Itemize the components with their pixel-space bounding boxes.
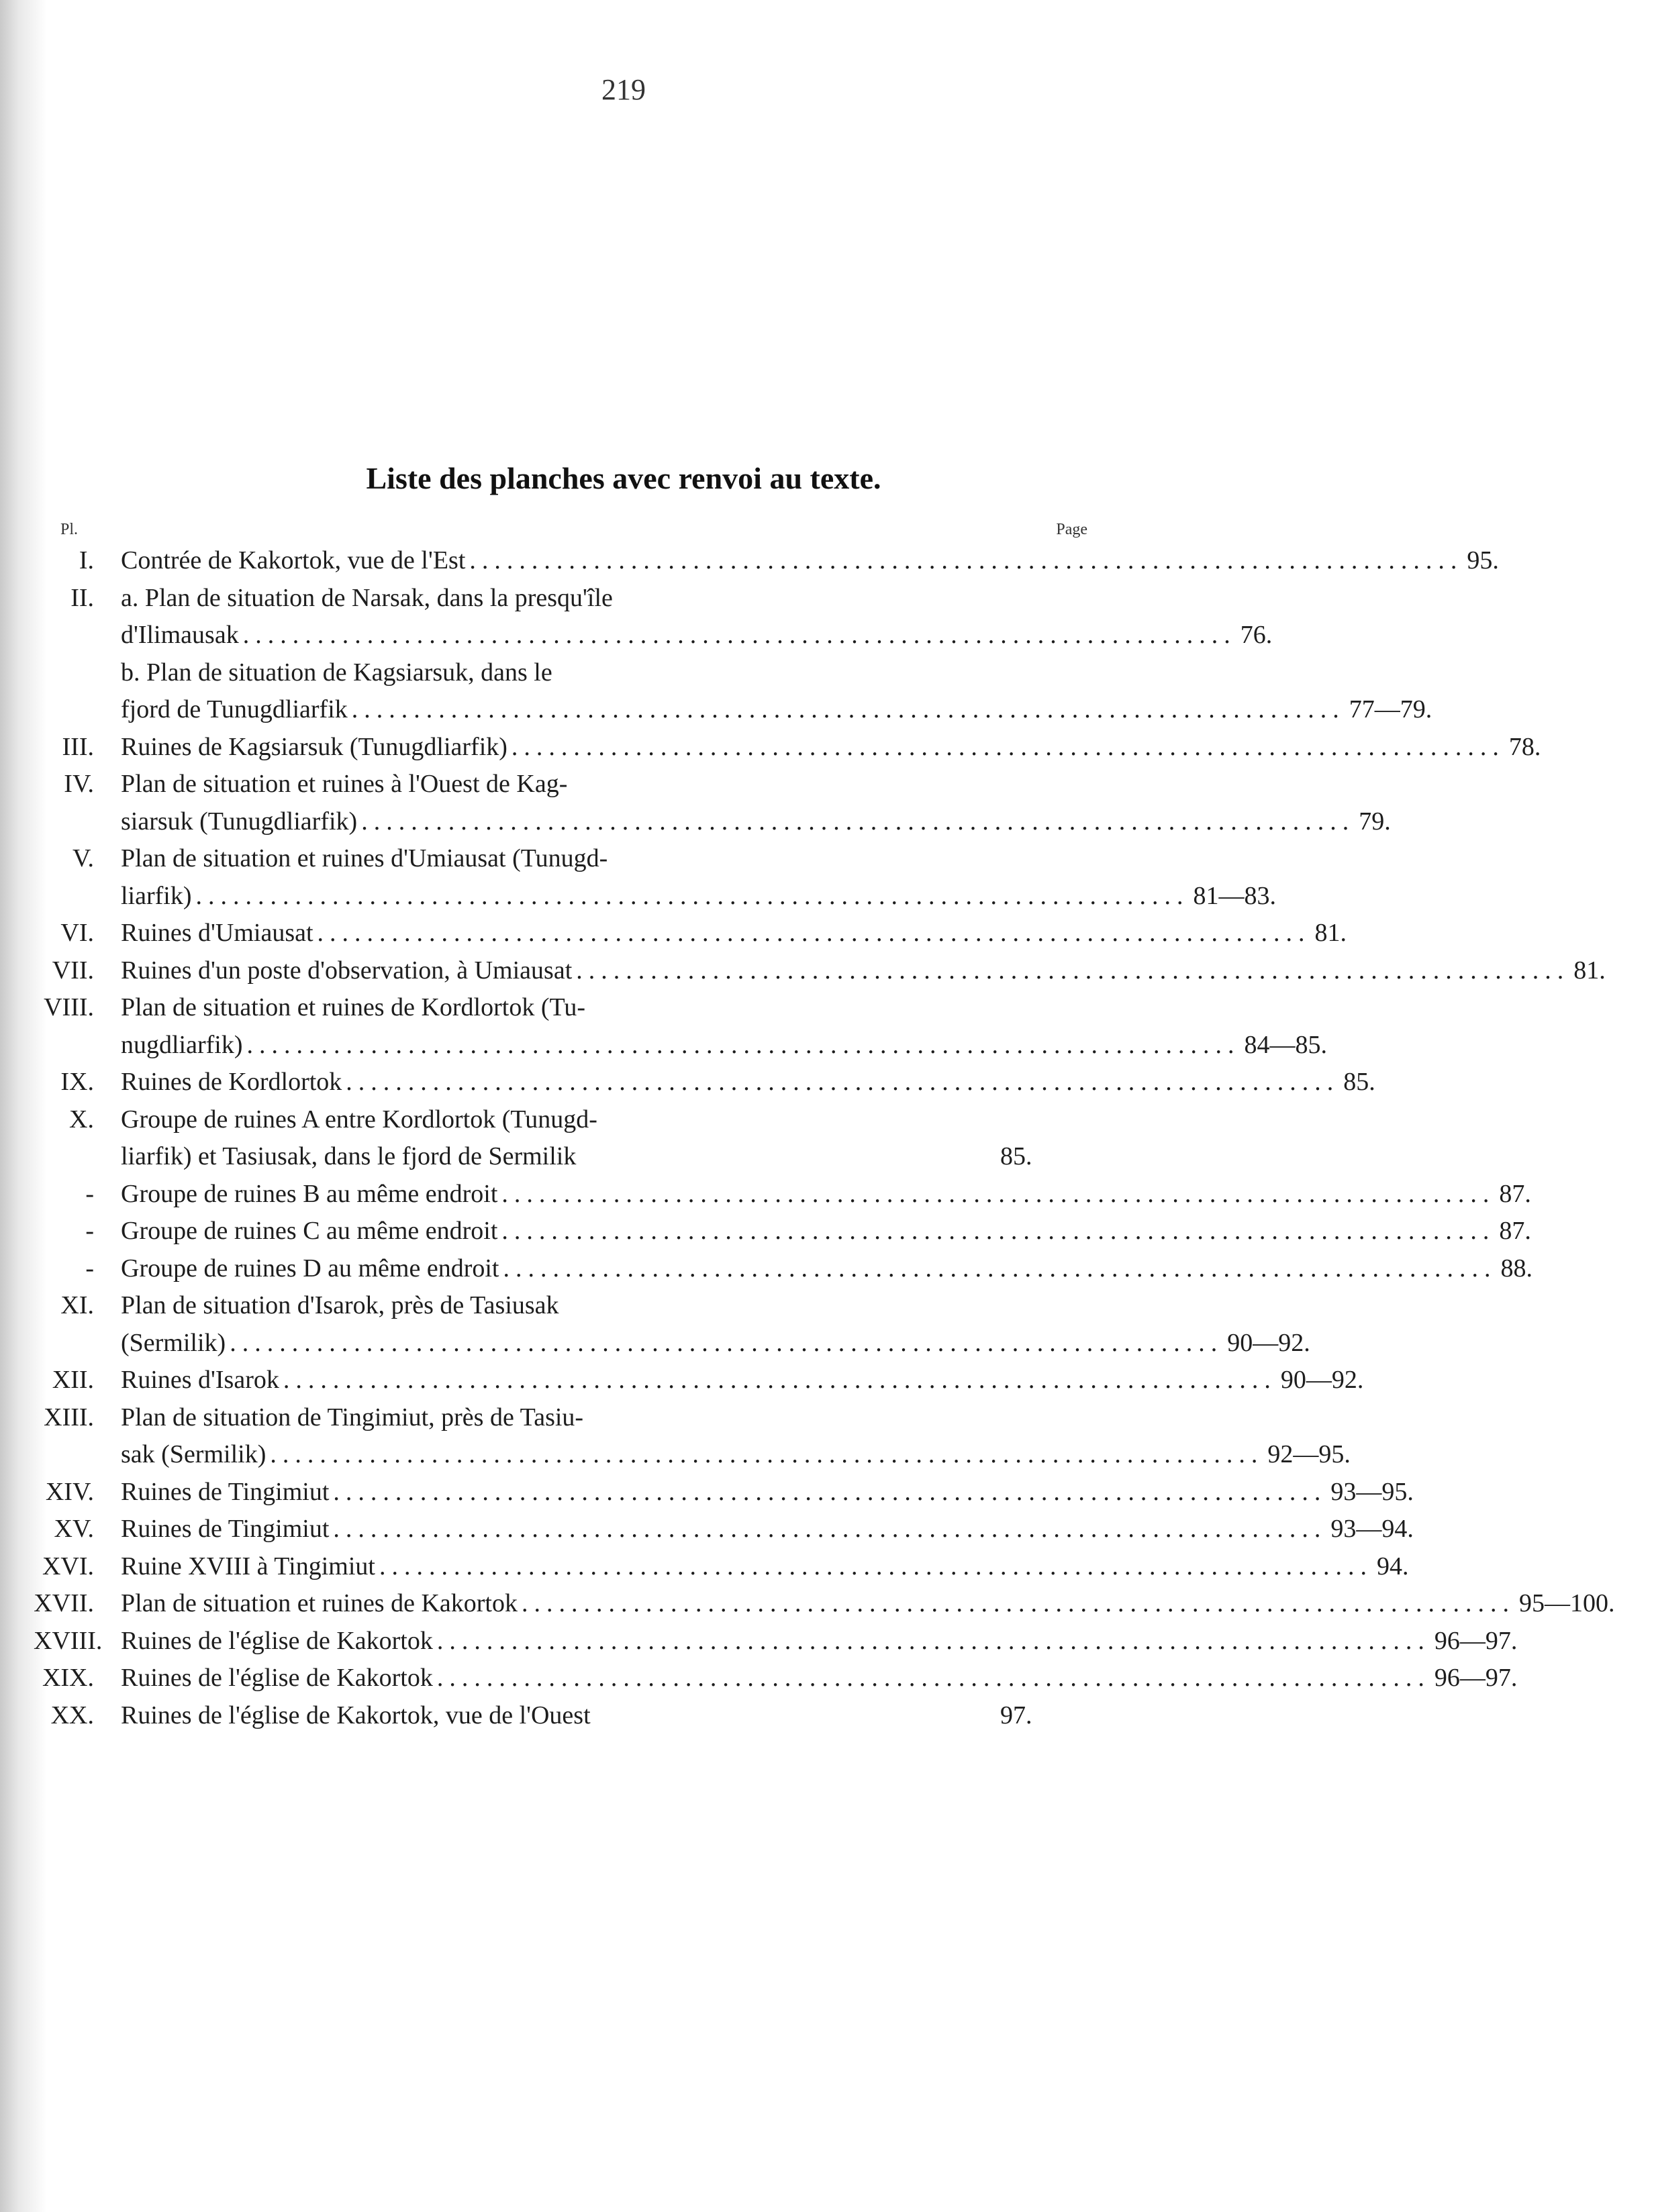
plate-description (121, 1362, 1364, 1399)
plate-description (121, 1287, 1310, 1362)
plate-entry (34, 1101, 1081, 1176)
entry-line (121, 1287, 1081, 1325)
dot-leader: ................................................................................ (270, 1440, 1264, 1468)
plate-entry (34, 1287, 1310, 1362)
dot-leader: ................................................................................ (469, 546, 1463, 574)
plate-description (121, 542, 1499, 580)
entry-text: Ruines de Tingimiut (121, 1477, 330, 1506)
entry-text: Ruine XVIII à Tingimiut (121, 1552, 375, 1580)
entry-text: liarfik) et Tasiusak, dans le fjord de Sermilik (121, 1142, 577, 1170)
plate-description (121, 1176, 1531, 1213)
dot-leader: ................................................................................ (246, 1030, 1240, 1059)
entry-line (121, 1213, 1531, 1250)
dot-leader: ................................................................................ (333, 1515, 1327, 1543)
dot-leader: ................................................................................ (436, 1664, 1430, 1692)
entry-line (121, 1176, 1531, 1213)
plate-description (121, 1623, 1518, 1660)
plate-numeral: II. (70, 583, 94, 612)
plate-entry (34, 1474, 1414, 1511)
dot-leader: ................................................................................ (195, 881, 1189, 910)
plate-description (121, 952, 1606, 990)
plate-description (121, 729, 1541, 766)
plate-entry (34, 1213, 1531, 1250)
plate-entry (34, 1697, 1081, 1735)
dot-leader: ................................................................................ (333, 1477, 1327, 1506)
entry-line (121, 1436, 1351, 1474)
plate-numeral: VI. (60, 919, 94, 947)
plate-entry (34, 1548, 1409, 1586)
entry-text: sak (Sermilik) (121, 1440, 266, 1468)
entry-line (121, 691, 1432, 729)
plate-list (34, 542, 1615, 1734)
plate-numeral: IV. (64, 770, 94, 798)
entry-line (121, 654, 1081, 692)
entry-line (121, 803, 1391, 841)
plate-entry (34, 1660, 1518, 1697)
dot-leader: ................................................................................ (230, 1328, 1224, 1357)
entry-text: nugdliarfik) (121, 1030, 243, 1059)
plate-description (121, 766, 1391, 840)
entry-text: Groupe de ruines A entre Kordlortok (Tunugd- (121, 1105, 597, 1134)
entry-text: Plan de situation et ruines d'Umiausat (Tunugd- (121, 844, 608, 872)
plate-numeral: IX. (60, 1068, 94, 1096)
entry-text: Ruines de Kordlortok (121, 1068, 342, 1096)
entry-line (121, 617, 1273, 654)
entry-text: Ruines de l'église de Kakortok (121, 1664, 433, 1692)
entry-line (121, 1585, 1615, 1623)
entry-line (121, 1064, 1375, 1101)
dot-leader: ................................................................................ (242, 621, 1236, 649)
entry-line (121, 1138, 1081, 1176)
entry-text: Ruines de Kagsiarsuk (Tunugdliarfik) (121, 732, 507, 761)
entry-line (121, 1325, 1310, 1362)
entry-line (121, 542, 1499, 580)
entry-text: Plan de situation et ruines à l'Ouest de Kag- (121, 770, 568, 798)
entry-text: Groupe de ruines D au même endroit (121, 1254, 499, 1283)
plate-numeral: XX. (50, 1701, 94, 1729)
plate-numeral: - (85, 1217, 94, 1245)
plate-description (121, 1213, 1531, 1250)
dot-leader: ................................................................................ (436, 1626, 1430, 1655)
plate-numeral: XVI. (42, 1552, 94, 1580)
plate-numeral: X. (69, 1105, 94, 1134)
plate-numeral: I. (79, 546, 94, 574)
plate-entry (34, 989, 1328, 1064)
plate-numeral: XIX. (42, 1664, 94, 1692)
plate-numeral: VII. (52, 956, 94, 985)
plate-entry (34, 766, 1391, 840)
plate-description (121, 1660, 1518, 1697)
page-reference: 93—95. (1330, 1477, 1414, 1506)
entry-line (121, 989, 1081, 1027)
entry-line (121, 1474, 1414, 1511)
page-reference: 95—100. (1519, 1589, 1615, 1617)
entry-line (121, 580, 1081, 617)
dot-leader: ................................................................................ (576, 956, 1570, 985)
entry-text: a. Plan de situation de Narsak, dans la presqu'île (121, 583, 613, 612)
dot-leader: ................................................................................ (283, 1366, 1277, 1394)
entry-line (121, 840, 1081, 878)
dot-leader: ................................................................................ (351, 695, 1345, 723)
entry-line (121, 1697, 1081, 1735)
page-reference: 81—83. (1193, 881, 1277, 910)
page-reference: 81. (1573, 956, 1606, 985)
plate-entry (34, 1064, 1375, 1101)
plate-numeral: VIII. (44, 993, 94, 1021)
page-reference: 87. (1499, 1217, 1531, 1245)
dot-leader: ................................................................................ (522, 1589, 1515, 1617)
entry-line (121, 915, 1347, 952)
plate-description (121, 1101, 1081, 1176)
page-reference: 93—94. (1330, 1515, 1414, 1543)
entry-text: Ruines de l'église de Kakortok (121, 1626, 433, 1655)
plate-description (121, 1399, 1351, 1474)
plate-description (121, 1250, 1533, 1288)
plate-numeral: III. (62, 732, 94, 761)
dot-leader: ................................................................................ (501, 1179, 1496, 1208)
plate-entry (34, 729, 1541, 766)
plate-entry (34, 1585, 1615, 1623)
entry-line (121, 1623, 1518, 1660)
plate-description (121, 1474, 1414, 1511)
entry-text: Plan de situation de Tingimiut, près de Tasiu- (121, 1403, 584, 1431)
entry-line (121, 1027, 1328, 1064)
entry-line (121, 766, 1081, 803)
entry-text: b. Plan de situation de Kagsiarsuk, dans le (121, 658, 552, 687)
plate-entry (34, 1176, 1531, 1213)
page-reference: 78. (1508, 732, 1541, 761)
page-reference: 90—92. (1280, 1366, 1364, 1394)
page-reference: 77—79. (1349, 695, 1432, 723)
entry-text: Ruines de l'église de Kakortok, vue de l'Ouest (121, 1701, 591, 1729)
dot-leader: ................................................................................ (501, 1217, 1496, 1245)
plate-numeral: XI. (60, 1291, 94, 1319)
plate-entry (34, 1250, 1533, 1288)
plate-entry (34, 580, 1432, 729)
plate-numeral: XIII. (44, 1403, 94, 1431)
entry-line (121, 878, 1277, 915)
list-title: Liste des planches avec renvoi au texte. (366, 461, 881, 495)
entry-text: Plan de situation et ruines de Kakortok (121, 1589, 518, 1617)
page-reference: 90—92. (1227, 1328, 1310, 1357)
entry-text: Plan de situation d'Isarok, près de Tasiusak (121, 1291, 559, 1319)
plate-description (121, 1548, 1409, 1586)
plate-entry (34, 1362, 1364, 1399)
plate-description (121, 1585, 1615, 1623)
page-reference: 76. (1240, 621, 1273, 649)
entry-text: Groupe de ruines C au même endroit (121, 1217, 498, 1245)
dot-leader: ................................................................................ (503, 1254, 1497, 1283)
plate-entry (34, 915, 1347, 952)
entry-text: liarfik) (121, 881, 192, 910)
plate-entry (34, 952, 1606, 990)
page-reference: 85. (1000, 1142, 1032, 1170)
entry-text: Ruines d'Umiausat (121, 919, 313, 947)
dot-leader: ................................................................................ (346, 1068, 1340, 1096)
plate-entry (34, 1623, 1518, 1660)
page-reference: 97. (1000, 1701, 1032, 1729)
entry-line (121, 1511, 1414, 1548)
entry-line (121, 1362, 1364, 1399)
entry-text: Contrée de Kakortok, vue de l'Est (121, 546, 466, 574)
plate-numeral: XVII. (34, 1589, 94, 1617)
entry-text: Ruines de Tingimiut (121, 1515, 330, 1543)
page-reference: 85. (1343, 1068, 1375, 1096)
entry-text: fjord de Tunugdliarfik (121, 695, 348, 723)
plate-description (121, 840, 1277, 915)
entry-line (121, 952, 1606, 990)
page-reference: 87. (1499, 1179, 1531, 1208)
plate-entry (34, 840, 1277, 915)
plate-numeral: XVIII. (34, 1626, 103, 1655)
plate-numeral: XIV. (45, 1477, 94, 1506)
page-number: 219 (601, 73, 646, 106)
plate-numeral: V. (72, 844, 94, 872)
entry-text: siarsuk (Tunugdliarfik) (121, 807, 358, 836)
plate-description (121, 989, 1328, 1064)
plate-description (121, 1697, 1081, 1735)
entry-line (121, 1250, 1533, 1288)
entry-line (121, 1548, 1409, 1586)
plate-description (121, 580, 1432, 729)
entry-line (121, 1101, 1081, 1139)
entry-line (121, 1660, 1518, 1697)
page-reference: 92—95. (1267, 1440, 1351, 1468)
entry-text: d'Ilimausak (121, 621, 239, 649)
page-reference: 95. (1467, 546, 1499, 574)
page-reference: 88. (1500, 1254, 1533, 1283)
plate-column-header: Pl. (60, 521, 79, 538)
page-reference: 96—97. (1434, 1626, 1518, 1655)
entry-line (121, 729, 1541, 766)
plate-description (121, 1511, 1414, 1548)
dot-leader: ................................................................................ (317, 919, 1311, 947)
plate-description (121, 915, 1347, 952)
dot-leader: ................................................................................ (361, 807, 1355, 836)
page-reference: 81. (1314, 919, 1347, 947)
plate-entry (34, 1399, 1351, 1474)
entry-text: Ruines d'Isarok (121, 1366, 279, 1394)
entry-text: Ruines d'un poste d'observation, à Umiausat (121, 956, 573, 985)
plate-numeral: - (85, 1254, 94, 1283)
plate-description (121, 1064, 1375, 1101)
plate-numeral: - (85, 1179, 94, 1208)
entry-text: Groupe de ruines B au même endroit (121, 1179, 498, 1208)
entry-line (121, 1399, 1081, 1437)
plate-entry (34, 542, 1499, 580)
page-reference: 79. (1359, 807, 1391, 836)
page-reference: 94. (1376, 1552, 1409, 1580)
plate-numeral: XV. (54, 1515, 94, 1543)
page-reference: 96—97. (1434, 1664, 1518, 1692)
entry-text: (Sermilik) (121, 1328, 226, 1357)
plate-numeral: XII. (52, 1366, 94, 1394)
entry-text: Plan de situation et ruines de Kordlortok (Tu- (121, 993, 586, 1021)
plate-entry (34, 1511, 1414, 1548)
page-column-header: Page (1056, 521, 1087, 538)
dot-leader: ................................................................................ (511, 732, 1505, 761)
dot-leader: ................................................................................ (379, 1552, 1373, 1580)
page-reference: 84—85. (1244, 1030, 1328, 1059)
